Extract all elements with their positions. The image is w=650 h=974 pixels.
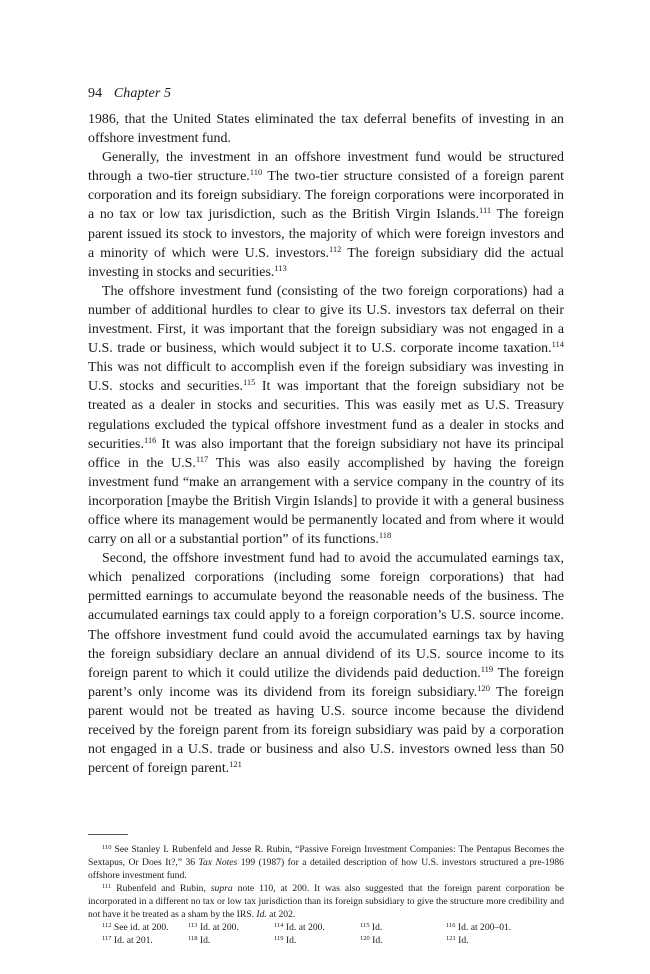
footnote-ref: 114 — [551, 339, 564, 350]
footnote-citation: See id. at 200. — [111, 922, 169, 934]
short-footnotes-row — [88, 934, 564, 947]
text-run: This was also easily accomplished by having the foreign investment fund “make an arrangement with a service company in the country of its incorporation [maybe the British Virgin Islands] to provide it with a general business office where its management would be permanently located and from where it would carry on all or a substantial portion” of its functions. — [88, 455, 564, 548]
footnote-divider — [88, 834, 128, 835]
text-run: Second, the offshore investment fund had to avoid the accumulated earnings tax, which penalized corporations (including some foreign corporations) that had permitted earnings to accumulate beyond the reasonable needs of the business. The accumulated earnings tax could apply to a foreign corporation’s U.S. source income. The offshore investment fund could avoid the accumulated earnings tax by having the foreign subsidiary declare an annual dividend of its U.S. source income to its foreign parent to which it could utilize the dividends paid deduction. — [88, 551, 564, 681]
footnote-ref: 112 — [328, 243, 342, 254]
short-footnote — [446, 921, 546, 934]
text-run: The foreign parent issued its stock to investors, the majority of which were foreign investors and a minority of which were U.S. investors. — [88, 207, 564, 261]
italic-text: Tax Notes — [198, 857, 238, 869]
footnote-ref: 121 — [229, 759, 242, 770]
text-run: Rubenfeld and Rubin, — [111, 883, 211, 895]
text-run: 199 (1987) for a detailed description of how U.S. investors structured a pre-1986 offshore investment fund. — [88, 857, 564, 882]
footnote-ref: 117 — [195, 453, 209, 464]
footnote — [88, 843, 564, 882]
book-page — [88, 86, 564, 947]
footnote-number: 119 — [274, 935, 284, 943]
footnote-citation: Id. at 201. — [111, 935, 153, 947]
paragraph — [88, 282, 564, 549]
running-header — [88, 86, 564, 102]
footnote-ref: 116 — [143, 434, 157, 445]
footnote-number: 114 — [274, 922, 284, 930]
italic-text: supra — [210, 883, 233, 895]
paragraph — [88, 549, 564, 778]
footnote-number: 118 — [188, 935, 198, 943]
footnote-number: 117 — [102, 935, 112, 943]
text-run: at 202. — [266, 909, 296, 921]
footnote-citation: Id. — [369, 935, 383, 947]
short-footnote — [274, 934, 360, 947]
footnote-number: 115 — [360, 922, 370, 930]
footnote-ref: 119 — [480, 663, 494, 674]
text-run: This was not difficult to accomplish even if the foreign subsidiary was investing in U.S. stocks and securities. — [88, 360, 564, 395]
footnote-citation: Id. — [369, 922, 383, 934]
footnote-citation: Id. — [455, 935, 469, 947]
footnote-ref: 120 — [477, 682, 490, 693]
footnote-number: 116 — [446, 922, 456, 930]
footnote-number: 120 — [360, 935, 370, 943]
footnote-citation: Id. — [197, 935, 211, 947]
text-run: The two-tier structure consisted of a foreign parent corporation and its foreign subsidiary. The foreign corporations were incorporated in a no tax or low tax jurisdiction, such as the British Virgin Islands. — [88, 169, 564, 223]
footnote-ref: 111 — [479, 205, 492, 216]
text-run: It was important that the foreign subsidiary not be treated as a dealer in stocks and securities. This was easily met as U.S. Treasury regulations excluded the typical offshore investment fund as a dealer in stocks and securities. — [88, 379, 564, 452]
short-footnote — [188, 921, 274, 934]
text-run: 1986, that the United States eliminated the tax deferral benefits of investing in an offshore investment fund. — [88, 112, 564, 147]
short-footnote — [102, 934, 188, 947]
paragraph — [88, 148, 564, 282]
paragraph — [88, 110, 564, 148]
footnote-citation: Id. at 200. — [197, 922, 239, 934]
text-run: Generally, the investment in an offshore investment fund would be structured through a two-tier structure. — [88, 150, 564, 185]
short-footnotes-row — [88, 921, 564, 934]
footnote-citation: Id. — [283, 935, 297, 947]
short-footnote — [360, 921, 446, 934]
footnotes — [88, 843, 564, 947]
footnote-ref: 115 — [242, 377, 256, 388]
text-run: It was also important that the foreign subsidiary not have its principal office in the U.S. — [88, 436, 564, 471]
footnote-number: 113 — [188, 922, 198, 930]
page-number: 94 — [88, 86, 103, 101]
text-run: note 110, at 200. It was also suggested that the foreign parent corporation be incorporated in a different no tax or low tax jurisdiction than its foreign subsidiary to give the structure more credibility and not have it be treated as a sham by the IRS. — [88, 883, 565, 921]
footnote-ref: 110 — [249, 167, 263, 178]
footnote-ref: 118 — [378, 530, 392, 541]
footnote-number: 121 — [446, 935, 456, 943]
short-footnote — [360, 934, 446, 947]
text-run: See Stanley I. Rubenfeld and Jesse R. Rubin, “Passive Foreign Investment Companies: The Pentapus Becomes the Sextapus, Or Does It?,” 36 — [88, 844, 564, 869]
short-footnote — [446, 934, 546, 947]
footnote-ref: 110 — [102, 844, 112, 852]
footnote-ref: 113 — [274, 262, 287, 273]
body-text — [88, 110, 564, 778]
footnote-citation: Id. at 200. — [283, 922, 325, 934]
text-run: The foreign parent would not be treated as having U.S. source income because the dividend received by the foreign parent from its foreign subsidiary was paid by a corporation not engaged in a U.S. trade or business and also U.S. investors owned less than 50 percent of foreign parent. — [88, 684, 564, 777]
chapter-title: Chapter 5 — [113, 86, 172, 101]
text-run: The offshore investment fund (consisting of the two foreign corporations) had a number of additional hurdles to clear to give its U.S. investors tax deferral on their investment. First, it was important that the foreign subsidiary was not engaged in a U.S. trade or business, which would subject it to U.S. corporate income taxation. — [88, 283, 564, 357]
footnote — [88, 882, 564, 921]
italic-text: Id. — [256, 909, 267, 921]
footnote-number: 112 — [102, 922, 112, 930]
footnote-ref: 111 — [102, 883, 112, 891]
text-run: The foreign subsidiary did the actual investing in stocks and securities. — [88, 245, 564, 280]
short-footnote — [102, 921, 188, 934]
short-footnote — [274, 921, 360, 934]
short-footnote — [188, 934, 274, 947]
footnote-citation: Id. at 200–01. — [455, 922, 512, 934]
text-run: The foreign parent’s only income was its dividend from its foreign subsidiary. — [88, 665, 564, 700]
